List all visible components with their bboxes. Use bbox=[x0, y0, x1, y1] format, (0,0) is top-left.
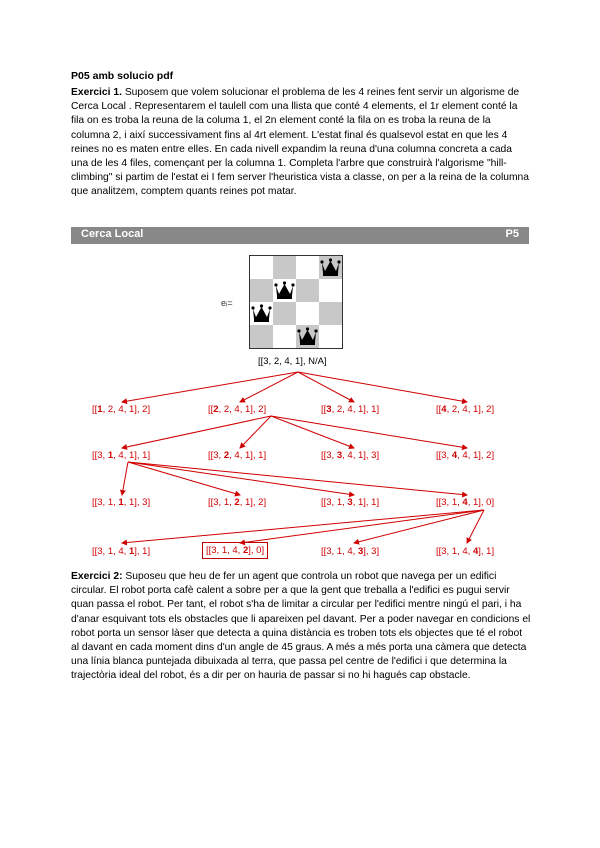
exercise-2-paragraph bbox=[71, 570, 531, 684]
tree-node-l4: [[3, 1, 4, 3], 3] bbox=[321, 546, 380, 557]
tree-node-l1: [[2, 2, 4, 1], 2] bbox=[208, 404, 267, 415]
tree-edge bbox=[122, 510, 484, 543]
tree-node-l3: [[3, 1, 4, 1], 0] bbox=[436, 497, 495, 508]
tree-edge bbox=[122, 462, 128, 495]
tree-root-node: [[3, 2, 4, 1], N/A] bbox=[258, 356, 327, 367]
tree-node-l4: [[3, 1, 4, 4], 1] bbox=[436, 546, 495, 557]
tree-edge bbox=[271, 416, 354, 448]
tree-edge bbox=[298, 372, 467, 402]
tree-edge bbox=[122, 416, 271, 448]
tree-node-solution: [[3, 1, 4, 2], 0] bbox=[202, 542, 268, 559]
tree-node-l2: [[3, 1, 4, 1], 1] bbox=[92, 450, 151, 461]
tree-edge bbox=[467, 510, 484, 543]
tree-edge bbox=[122, 372, 298, 402]
tree-edge bbox=[128, 462, 354, 495]
exercise-1-label: Exercici 1. bbox=[71, 87, 122, 98]
exercise-2-label: Exercici 2: bbox=[71, 571, 123, 582]
tree-node-l1: [[4, 2, 4, 1], 2] bbox=[436, 404, 495, 415]
tree-node-l4: [[3, 1, 4, 1], 1] bbox=[92, 546, 151, 557]
exercise-2-text: Suposeu que heu de fer un agent que controla un robot que navega per un edifici circular. El robot porta cafè calent a sobre per a que la gent que treballa a l'edifici es pugui servir quan passa el robot. Per tant, el robot s'ha de limitar a circular per l'edifici mentre ningú el pari, i ha d'anar esquivant tots els obstacles que li apareixen pel davant. Per a poder navegar en condicions el robot porta un sensor làser que detecta a quina distància es troben tots els objectes que té el robot al davant en cada moment dins d'un angle de 45 graus. A més a més porta una càmera que detecta una línia blanca puntejada dibuixada al terra, que passa pel centre de l'edifici i que determina la trajectòria ideal del robot, és a dir per on hauria de passar si no hi hagués cap obstacle. bbox=[71, 571, 531, 682]
tree-node-l3: [[3, 1, 3, 1], 1] bbox=[321, 497, 380, 508]
tree-node-l2: [[3, 4, 4, 1], 2] bbox=[436, 450, 495, 461]
tree-node-l1: [[3, 2, 4, 1], 1] bbox=[321, 404, 380, 415]
tree-edge bbox=[354, 510, 484, 543]
tree-node-l2: [[3, 2, 4, 1], 1] bbox=[208, 450, 267, 461]
exercise-1-text: Suposem que volem solucionar el problema de les 4 reines fent servir un algorisme de Cerca Local . Representarem el taulell com una llista que conté 4 elements, el 1r element conté la fila on es troba la reuna de la columa 1, el 2n element conté la fila on es troba la reuna de la columna 2, i així successivament fins al 4rt element. L'estat final és qualsevol estat en que les 4 reines no es maten entre elles. En cada nivell expandim la reuna d'una columna concreta a cada una de les 4 files, començant per la columna 1. Completa l'arbre que construirà l'algorisme "hill-climbing" si partim de l'estat ei I fem server l'heuristica vista a classe, on per a la reina de la columna que analitzem, comptem quants reines pot matar. bbox=[71, 87, 529, 198]
tree-node-l3: [[3, 1, 2, 1], 2] bbox=[208, 497, 267, 508]
tree-node-l2: [[3, 3, 4, 1], 3] bbox=[321, 450, 380, 461]
document-title: P05 amb solucio pdf bbox=[71, 70, 174, 82]
banner-page: P5 bbox=[505, 228, 519, 240]
tree-node-l1: [[1, 2, 4, 1], 2] bbox=[92, 404, 151, 415]
banner-title: Cerca Local bbox=[81, 228, 144, 240]
tree-node-l3: [[3, 1, 1, 1], 3] bbox=[92, 497, 151, 508]
initial-state-label: eᵢ= bbox=[221, 298, 233, 308]
tree-edge bbox=[128, 462, 467, 495]
tree-edge bbox=[240, 416, 271, 448]
tree-edge bbox=[240, 510, 484, 543]
tree-edge bbox=[271, 416, 467, 448]
